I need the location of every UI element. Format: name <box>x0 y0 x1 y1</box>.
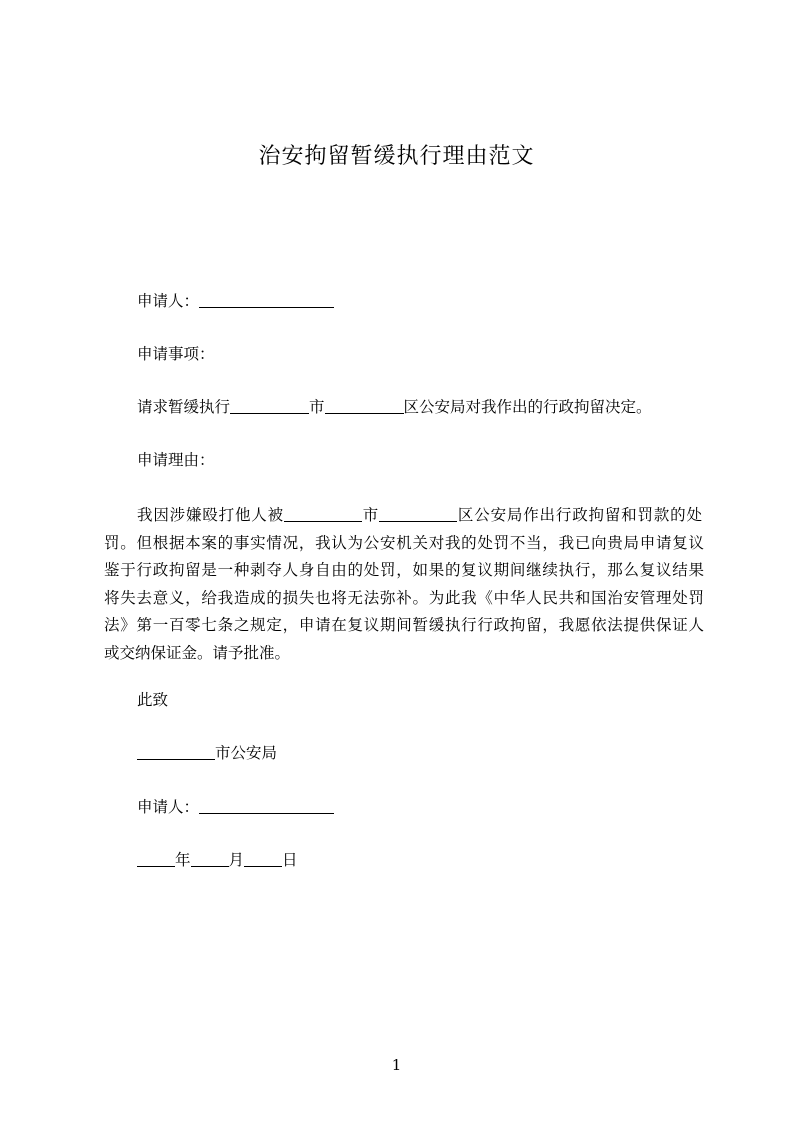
date-year: 年 <box>175 851 191 869</box>
recipient-city-blank <box>137 743 215 760</box>
closing: 此致 <box>137 691 169 709</box>
month-blank <box>191 850 229 867</box>
applicant-signature-blank <box>199 797 334 814</box>
reason-paragraph <box>104 502 704 667</box>
reason-line-6: 或交纳保证金。请予批准。 <box>104 643 291 662</box>
request-district-blank <box>325 397 404 414</box>
request-line <box>137 396 652 418</box>
request-district-suffix: 区公安局对我作出的行政拘留决定。 <box>403 398 652 416</box>
applicant-signature-line <box>137 796 334 818</box>
reason-line-3: 鉴于行政拘留是一种剥夺人身自由的处罚，如果的复议期间继续执行，那么复议结果 <box>104 561 704 579</box>
date-month: 月 <box>228 851 245 869</box>
reason-district-blank <box>379 505 457 522</box>
applicant-label: 申请人： <box>137 292 200 310</box>
applicant-blank <box>199 291 334 308</box>
date-day: 日 <box>282 851 298 869</box>
applicant-label-2: 申请人： <box>137 798 200 816</box>
reason-line-4: 将失去意义，给我造成的损失也将无法弥补。为此我《中华人民共和国治安管理处罚 <box>104 588 704 607</box>
day-blank <box>244 850 282 867</box>
request-city-blank <box>230 397 309 414</box>
year-blank <box>137 850 175 867</box>
reason-line-5: 法》第一百零七条之规定，申请在复议期间暂缓执行行政拘留，我愿依法提供保证人 <box>104 616 704 634</box>
request-city: 市 <box>309 398 325 416</box>
request-prefix: 请求暂缓执行 <box>137 398 231 416</box>
recipient-suffix: 市公安局 <box>215 744 278 762</box>
document-title: 治安拘留暂缓执行理由范文 <box>258 144 535 169</box>
reason-line-2: 罚。但根据本案的事实情况，我认为公安机关对我的处罚不当，我已向贵局申请复议 <box>104 533 704 552</box>
matter-label: 申请事项： <box>137 345 215 363</box>
reason-city-blank <box>284 505 362 522</box>
recipient-line <box>137 742 277 764</box>
applicant-line <box>137 290 334 312</box>
reason-label: 申请理由： <box>137 451 215 469</box>
page-number: 1 <box>391 1056 402 1074</box>
reason-line-1: 我因涉嫌殴打他人被 市 区公安局作出行政拘留和罚款的处 <box>137 506 702 524</box>
date-line <box>137 849 298 871</box>
